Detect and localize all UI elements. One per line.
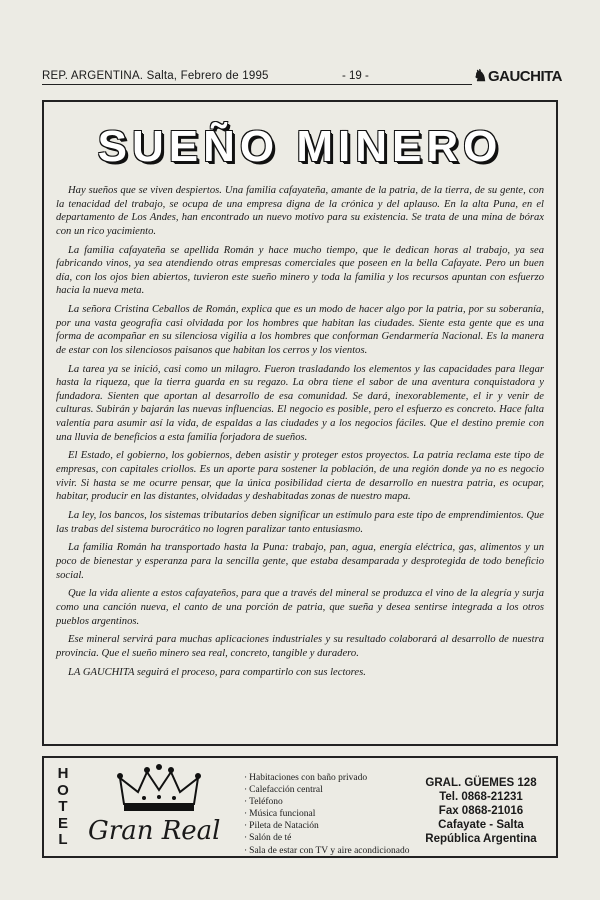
amenity-item: · Música funcional (244, 808, 409, 820)
paragraph: La señora Cristina Ceballos de Román, explica que es un modo de hacer algo por la patria, por su soberanía, por una vasta geografía casi olvidada por los hombres que habitan las ciudades. Siente esta gente que es una forma de acompañar en su silenciosa vigilia a los hombres que conforman Gendarmería Nacional. Es la manera de estar con los silenciosos paisanos que habitan los cerros y los vientos. (56, 304, 544, 356)
amenity-item: · Sala de estar con TV y aire acondicionado (244, 845, 409, 857)
hotel-name: Gran Real (88, 816, 221, 846)
crown-icon (114, 764, 204, 814)
paragraph: La familia Román ha transportado hasta la Puna: trabajo, pan, agua, energía eléctrica, gas, alimentos y un poco de bienestar y esperanza para la sencilla gente, que estaba desamparada y desprotegida de todo beneficio social. (56, 542, 544, 581)
paragraph: LA GAUCHITA seguirá el proceso, para compartirlo con sus lectores. (68, 666, 366, 678)
amenity-item: · Teléfono (244, 796, 409, 808)
paragraph: La familia cafayateña se apellida Román y hace mucho tiempo, que le dedican horas al trabajo, ya sea fabricando vinos, ya sea atendiendo otras empresas comerciales que poseen en la bella Cafayate. Pero un buen día, con los ojos bien abiertos, tuvieron este sueño minero y toda la familia y los recursos apuntan con esfuerzo hacia la nueva meta. (56, 244, 544, 297)
hotel-letter: T (58, 798, 68, 815)
hotel-vertical-label (54, 766, 72, 849)
gaucho-icon: ♞ (473, 68, 487, 85)
hotel-contact (416, 776, 546, 846)
amenity-item: · Salón de té (244, 832, 409, 844)
amenity-item: · Habitaciones con baño privado (244, 772, 409, 784)
amenity-item: · Pileta de Natación (244, 820, 409, 832)
article-box (42, 100, 558, 746)
contact-fax: Fax 0868-21016 (438, 805, 524, 817)
hotel-letter: E (57, 814, 68, 832)
header-rule (42, 84, 472, 85)
magazine-logo (473, 66, 562, 86)
contact-city: Cafayate - Salta (438, 819, 524, 831)
contact-phone: Tel. 0868-21231 (439, 791, 523, 803)
article-title: SUEÑO MINERO (97, 122, 503, 171)
page-header (42, 68, 562, 90)
page-number: - 19 - (342, 70, 369, 82)
paragraph: La ley, los bancos, los sistemas tributarios deben significar un estímulo para este tipo de emprendimientos. Que las trabas del sistema burocrático no logren paralizar tanto entusiasmo. (56, 510, 544, 535)
hotel-letter: H (57, 765, 69, 782)
paragraph: Ese mineral servirá para muchas aplicaciones industriales y su resultado colaborará al desarrollo de nuestra provincia. Que el sueño minero sea real, concreto, tangible y duradero. (56, 634, 544, 659)
paragraph: La tarea ya se inició, casi como un milagro. Fueron trasladando los elementos y las capacidades para llegar hasta la riqueza, que la tierra guarda en su regazo. La obra tiene el sabor de una aventura conquistadora y fundadora. Sienten que aportan al desarrollo de esa comunidad. Se dará, inexorablemente, el ir y venir de culturas. Subirán y bajarán las nuevas influencias. El negocio es posible, pero el esfuerzo es concreto. Hace falta valentía para asumir así la vida, de espaldas a las ciudades y a los negocios fáciles. Que el destino premie con una lluvia de beneficios a esta familia forjadora de sueños. (56, 363, 544, 443)
header-location-date: REP. ARGENTINA. Salta, Febrero de 1995 (42, 70, 269, 82)
logo-text: GAUCHITA (487, 68, 562, 85)
contact-address: GRAL. GÜEMES 128 (425, 777, 537, 789)
paragraph: Hay sueños que se viven despiertos. Una familia cafayateña, amante de la patria, de la tierra, de su gente, con la tenacidad del trabajo, se ocupa de una empresa digna de la crónica y del aplauso. En la alta Puna, en el departamento de Los Andes, han encontrado un nuevo motivo para su existencia. Se trata de una mina de bórax con un rico yacimiento. (56, 185, 544, 237)
hotel-letter: L (58, 831, 68, 848)
hotel-advertisement (42, 756, 558, 858)
amenities-list (244, 772, 409, 857)
amenity-item: · Calefacción central (244, 784, 409, 796)
article-body (56, 184, 544, 684)
hotel-letter: O (57, 781, 69, 799)
contact-country: República Argentina (425, 833, 537, 845)
paragraph: Que la vida aliente a estos cafayateños, para que a través del mineral se produzca el vino de la alegría y surja como una canción nueva, el canto de una porción de patria, que sueña y desea sentirse integrada a los otros pueblos argentinos. (56, 588, 544, 627)
paragraph: El Estado, el gobierno, los gobiernos, deben asistir y proteger estos proyectos. La patria reclama este tipo de empresas, con capitales criollos. Es un aporte para sostener la población, de una región donde ya no es negocio vivir. Si hasta se me ocurre pensar, que la única posibilidad cierta de desarrollo en nuestra patria, es ocupar, habitar, producir en las distantes, olvidadas y deshabitadas zonas de nuestro mapa. (56, 450, 544, 503)
